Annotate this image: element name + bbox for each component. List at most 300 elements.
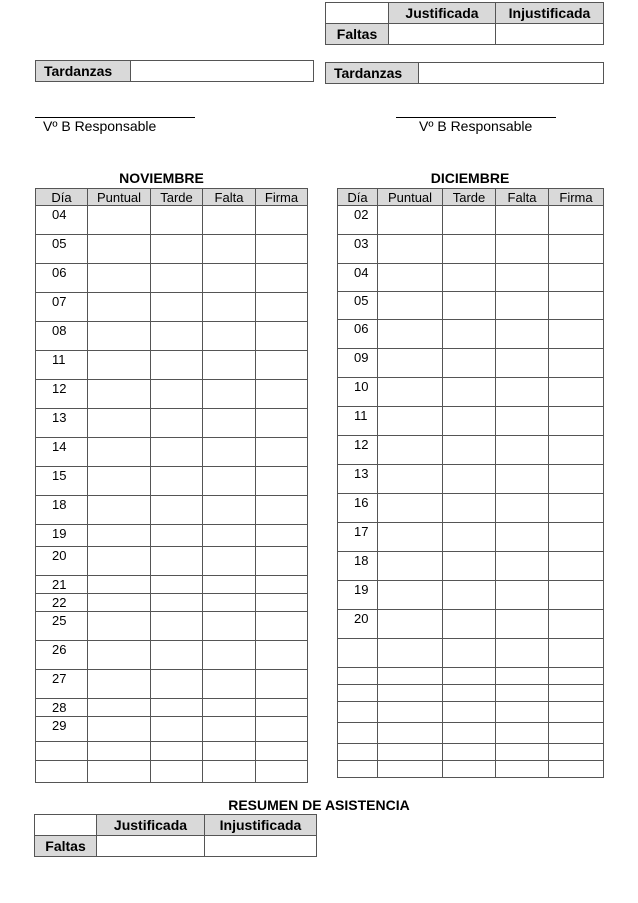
day-cell: 05 <box>36 235 88 264</box>
dic-header-puntual: Puntual <box>378 189 443 206</box>
falta-cell[interactable] <box>496 235 549 264</box>
falta-cell[interactable] <box>496 523 549 552</box>
falta-cell[interactable] <box>203 438 256 467</box>
attendance-row <box>338 552 604 581</box>
falta-cell[interactable] <box>203 594 256 612</box>
puntual-cell[interactable] <box>378 702 443 723</box>
attendance-row <box>36 742 308 761</box>
puntual-cell[interactable] <box>378 465 443 494</box>
attendance-row <box>36 576 308 594</box>
day-cell: 06 <box>36 264 88 293</box>
tardanzas-right-label: Tardanzas <box>326 63 419 84</box>
day-cell: 13 <box>36 409 88 438</box>
signature-label-right: Vº B Responsable <box>419 118 533 134</box>
attendance-row <box>338 235 604 264</box>
attendance-row <box>36 641 308 670</box>
nov-header-dia: Día <box>36 189 88 206</box>
day-cell: 18 <box>338 552 378 581</box>
empty-corner-cell <box>326 3 389 24</box>
puntual-cell[interactable] <box>88 206 151 235</box>
attendance-row <box>36 594 308 612</box>
attendance-row <box>338 761 604 778</box>
firma-cell[interactable] <box>549 523 604 552</box>
falta-cell[interactable] <box>203 467 256 496</box>
tarde-cell[interactable] <box>151 761 203 783</box>
dic-header-falta: Falta <box>496 189 549 206</box>
faltas-justificada-field[interactable] <box>389 24 496 45</box>
resumen-table <box>34 814 317 857</box>
puntual-cell[interactable] <box>88 380 151 409</box>
attendance-row <box>338 264 604 292</box>
puntual-cell[interactable] <box>378 264 443 292</box>
firma-cell[interactable] <box>256 525 308 547</box>
puntual-cell[interactable] <box>378 744 443 761</box>
falta-cell[interactable] <box>496 292 549 320</box>
tarde-cell[interactable] <box>443 349 496 378</box>
attendance-row <box>338 320 604 349</box>
puntual-cell[interactable] <box>88 496 151 525</box>
dic-header-dia: Día <box>338 189 378 206</box>
firma-cell[interactable] <box>256 699 308 717</box>
falta-cell[interactable] <box>203 351 256 380</box>
resumen-faltas-justificada-field[interactable] <box>97 836 205 857</box>
falta-cell[interactable] <box>203 525 256 547</box>
firma-cell[interactable] <box>549 206 604 235</box>
attendance-row <box>36 612 308 641</box>
dic-header-firma: Firma <box>549 189 604 206</box>
dic-header-tarde: Tarde <box>443 189 496 206</box>
firma-cell[interactable] <box>256 761 308 783</box>
signature-label-left: Vº B Responsable <box>43 118 157 134</box>
firma-cell[interactable] <box>549 685 604 702</box>
puntual-cell[interactable] <box>88 699 151 717</box>
firma-cell[interactable] <box>549 407 604 436</box>
tarde-cell[interactable] <box>443 523 496 552</box>
falta-cell[interactable] <box>496 552 549 581</box>
attendance-row <box>36 670 308 699</box>
falta-cell[interactable] <box>203 322 256 351</box>
puntual-cell[interactable] <box>88 351 151 380</box>
falta-cell[interactable] <box>496 378 549 407</box>
firma-cell[interactable] <box>549 436 604 465</box>
firma-cell[interactable] <box>549 723 604 744</box>
noviembre-title: NOVIEMBRE <box>119 170 204 186</box>
puntual-cell[interactable] <box>378 668 443 685</box>
firma-cell[interactable] <box>256 467 308 496</box>
falta-cell[interactable] <box>203 496 256 525</box>
day-cell: 02 <box>338 206 378 235</box>
falta-cell[interactable] <box>203 742 256 761</box>
attendance-row <box>338 685 604 702</box>
day-cell <box>338 668 378 685</box>
tarde-cell[interactable] <box>151 641 203 670</box>
day-cell: 07 <box>36 293 88 322</box>
attendance-row <box>36 547 308 576</box>
puntual-cell[interactable] <box>378 494 443 523</box>
attendance-row <box>338 349 604 378</box>
resumen-justificada-header: Justificada <box>97 815 205 836</box>
resumen-title: RESUMEN DE ASISTENCIA <box>228 797 410 813</box>
firma-cell[interactable] <box>549 639 604 668</box>
tarde-cell[interactable] <box>151 438 203 467</box>
puntual-cell[interactable] <box>378 723 443 744</box>
attendance-row <box>338 407 604 436</box>
tarde-cell[interactable] <box>151 467 203 496</box>
puntual-cell[interactable] <box>88 594 151 612</box>
day-cell: 28 <box>36 699 88 717</box>
firma-cell[interactable] <box>256 594 308 612</box>
puntual-cell[interactable] <box>378 523 443 552</box>
tarde-cell[interactable] <box>443 702 496 723</box>
day-cell: 08 <box>36 322 88 351</box>
firma-cell[interactable] <box>256 235 308 264</box>
puntual-cell[interactable] <box>88 467 151 496</box>
attendance-row <box>338 523 604 552</box>
nov-header-falta: Falta <box>203 189 256 206</box>
tardanzas-right-table <box>325 62 604 84</box>
day-cell <box>338 639 378 668</box>
firma-cell[interactable] <box>256 322 308 351</box>
firma-cell[interactable] <box>256 438 308 467</box>
puntual-cell[interactable] <box>378 610 443 639</box>
tarde-cell[interactable] <box>151 380 203 409</box>
tarde-cell[interactable] <box>151 293 203 322</box>
day-cell: 19 <box>338 581 378 610</box>
firma-cell[interactable] <box>256 351 308 380</box>
tarde-cell[interactable] <box>151 742 203 761</box>
puntual-cell[interactable] <box>88 612 151 641</box>
falta-cell[interactable] <box>496 436 549 465</box>
puntual-cell[interactable] <box>88 670 151 699</box>
day-cell: 18 <box>36 496 88 525</box>
tardanzas-left-field[interactable] <box>131 61 314 82</box>
day-cell: 11 <box>36 351 88 380</box>
firma-cell[interactable] <box>549 465 604 494</box>
tarde-cell[interactable] <box>443 436 496 465</box>
day-cell: 20 <box>36 547 88 576</box>
day-cell: 19 <box>36 525 88 547</box>
day-cell: 04 <box>338 264 378 292</box>
puntual-cell[interactable] <box>88 409 151 438</box>
nov-header-firma: Firma <box>256 189 308 206</box>
attendance-row <box>36 206 308 235</box>
falta-cell[interactable] <box>496 494 549 523</box>
day-cell: 12 <box>36 380 88 409</box>
day-cell: 17 <box>338 523 378 552</box>
day-cell <box>36 761 88 783</box>
attendance-row <box>36 322 308 351</box>
tarde-cell[interactable] <box>151 547 203 576</box>
falta-cell[interactable] <box>496 465 549 494</box>
day-cell: 21 <box>36 576 88 594</box>
firma-cell[interactable] <box>256 641 308 670</box>
falta-cell[interactable] <box>496 744 549 761</box>
day-cell: 09 <box>338 349 378 378</box>
firma-cell[interactable] <box>549 702 604 723</box>
puntual-cell[interactable] <box>88 264 151 293</box>
day-cell: 12 <box>338 436 378 465</box>
attendance-row <box>338 723 604 744</box>
day-cell <box>338 723 378 744</box>
puntual-cell[interactable] <box>378 206 443 235</box>
day-cell: 20 <box>338 610 378 639</box>
tarde-cell[interactable] <box>151 496 203 525</box>
tarde-cell[interactable] <box>151 670 203 699</box>
falta-cell[interactable] <box>203 612 256 641</box>
firma-cell[interactable] <box>256 717 308 742</box>
resumen-empty-corner <box>35 815 97 836</box>
puntual-cell[interactable] <box>88 717 151 742</box>
tarde-cell[interactable] <box>443 639 496 668</box>
day-cell <box>338 685 378 702</box>
firma-cell[interactable] <box>549 552 604 581</box>
firma-cell[interactable] <box>549 292 604 320</box>
falta-cell[interactable] <box>203 761 256 783</box>
day-cell: 15 <box>36 467 88 496</box>
falta-cell[interactable] <box>496 349 549 378</box>
firma-cell[interactable] <box>256 742 308 761</box>
attendance-row <box>338 744 604 761</box>
firma-cell[interactable] <box>549 761 604 778</box>
attendance-row <box>36 699 308 717</box>
falta-cell[interactable] <box>496 761 549 778</box>
attendance-row <box>338 702 604 723</box>
falta-cell[interactable] <box>496 702 549 723</box>
falta-cell[interactable] <box>496 668 549 685</box>
tarde-cell[interactable] <box>443 552 496 581</box>
day-cell: 22 <box>36 594 88 612</box>
tarde-cell[interactable] <box>443 206 496 235</box>
tarde-cell[interactable] <box>443 235 496 264</box>
tarde-cell[interactable] <box>443 292 496 320</box>
falta-cell[interactable] <box>496 206 549 235</box>
day-cell: 10 <box>338 378 378 407</box>
attendance-row <box>338 378 604 407</box>
puntual-cell[interactable] <box>88 547 151 576</box>
firma-cell[interactable] <box>549 320 604 349</box>
tarde-cell[interactable] <box>151 322 203 351</box>
attendance-row <box>338 639 604 668</box>
puntual-cell[interactable] <box>378 761 443 778</box>
firma-cell[interactable] <box>256 264 308 293</box>
tarde-cell[interactable] <box>151 699 203 717</box>
puntual-cell[interactable] <box>378 436 443 465</box>
tardanzas-right-field[interactable] <box>419 63 604 84</box>
day-cell: 27 <box>36 670 88 699</box>
resumen-faltas-injustificada-field[interactable] <box>205 836 317 857</box>
tarde-cell[interactable] <box>151 409 203 438</box>
attendance-row <box>338 206 604 235</box>
falta-cell[interactable] <box>203 547 256 576</box>
attendance-row <box>36 761 308 783</box>
attendance-row <box>36 380 308 409</box>
firma-cell[interactable] <box>549 581 604 610</box>
puntual-cell[interactable] <box>378 552 443 581</box>
attendance-row <box>36 293 308 322</box>
day-cell <box>338 761 378 778</box>
tarde-cell[interactable] <box>151 206 203 235</box>
diciembre-attendance-table <box>337 188 604 778</box>
falta-cell[interactable] <box>496 639 549 668</box>
firma-cell[interactable] <box>549 378 604 407</box>
firma-cell[interactable] <box>549 744 604 761</box>
puntual-cell[interactable] <box>88 438 151 467</box>
falta-cell[interactable] <box>496 581 549 610</box>
falta-cell[interactable] <box>496 320 549 349</box>
attendance-row <box>36 525 308 547</box>
attendance-row <box>36 717 308 742</box>
day-cell: 05 <box>338 292 378 320</box>
attendance-row <box>338 292 604 320</box>
puntual-cell[interactable] <box>378 378 443 407</box>
faltas-injustificada-field[interactable] <box>496 24 604 45</box>
firma-cell[interactable] <box>549 349 604 378</box>
puntual-cell[interactable] <box>88 641 151 670</box>
tarde-cell[interactable] <box>443 668 496 685</box>
tardanzas-left-table <box>35 60 314 82</box>
tarde-cell[interactable] <box>151 351 203 380</box>
puntual-cell[interactable] <box>88 293 151 322</box>
tarde-cell[interactable] <box>151 235 203 264</box>
puntual-cell[interactable] <box>88 761 151 783</box>
tarde-cell[interactable] <box>443 264 496 292</box>
firma-cell[interactable] <box>549 610 604 639</box>
faltas-label: Faltas <box>326 24 389 45</box>
attendance-row <box>36 467 308 496</box>
day-cell <box>338 744 378 761</box>
firma-cell[interactable] <box>256 380 308 409</box>
tarde-cell[interactable] <box>443 610 496 639</box>
attendance-row <box>36 235 308 264</box>
day-cell: 25 <box>36 612 88 641</box>
tarde-cell[interactable] <box>443 378 496 407</box>
falta-cell[interactable] <box>203 699 256 717</box>
puntual-cell[interactable] <box>378 639 443 668</box>
tarde-cell[interactable] <box>151 612 203 641</box>
falta-cell[interactable] <box>496 610 549 639</box>
firma-cell[interactable] <box>256 612 308 641</box>
day-cell: 04 <box>36 206 88 235</box>
day-cell: 11 <box>338 407 378 436</box>
puntual-cell[interactable] <box>88 322 151 351</box>
falta-cell[interactable] <box>203 293 256 322</box>
diciembre-title: DICIEMBRE <box>430 170 510 186</box>
day-cell: 03 <box>338 235 378 264</box>
justificada-header: Justificada <box>389 3 496 24</box>
puntual-cell[interactable] <box>88 235 151 264</box>
puntual-cell[interactable] <box>378 685 443 702</box>
puntual-cell[interactable] <box>378 581 443 610</box>
day-cell <box>338 702 378 723</box>
firma-cell[interactable] <box>549 264 604 292</box>
falta-cell[interactable] <box>496 264 549 292</box>
attendance-row <box>338 668 604 685</box>
firma-cell[interactable] <box>256 670 308 699</box>
tarde-cell[interactable] <box>151 264 203 293</box>
attendance-row <box>36 409 308 438</box>
falta-cell[interactable] <box>203 380 256 409</box>
tarde-cell[interactable] <box>443 407 496 436</box>
tarde-cell[interactable] <box>443 761 496 778</box>
firma-cell[interactable] <box>256 547 308 576</box>
attendance-row <box>338 494 604 523</box>
resumen-injustificada-header: Injustificada <box>205 815 317 836</box>
tarde-cell[interactable] <box>443 744 496 761</box>
puntual-cell[interactable] <box>378 407 443 436</box>
firma-cell[interactable] <box>549 235 604 264</box>
tarde-cell[interactable] <box>151 576 203 594</box>
falta-cell[interactable] <box>496 407 549 436</box>
tarde-cell[interactable] <box>443 465 496 494</box>
tarde-cell[interactable] <box>151 525 203 547</box>
tarde-cell[interactable] <box>443 581 496 610</box>
tarde-cell[interactable] <box>443 685 496 702</box>
day-cell <box>36 742 88 761</box>
falta-cell[interactable] <box>203 717 256 742</box>
falta-cell[interactable] <box>203 641 256 670</box>
attendance-row <box>338 436 604 465</box>
tarde-cell[interactable] <box>443 494 496 523</box>
falta-cell[interactable] <box>203 264 256 293</box>
attendance-row <box>36 264 308 293</box>
firma-cell[interactable] <box>256 293 308 322</box>
puntual-cell[interactable] <box>88 742 151 761</box>
attendance-row <box>36 438 308 467</box>
attendance-row <box>36 496 308 525</box>
falta-cell[interactable] <box>203 670 256 699</box>
falta-cell[interactable] <box>496 723 549 744</box>
falta-cell[interactable] <box>203 235 256 264</box>
day-cell: 14 <box>36 438 88 467</box>
firma-cell[interactable] <box>256 576 308 594</box>
noviembre-attendance-table <box>35 188 308 783</box>
firma-cell[interactable] <box>256 409 308 438</box>
puntual-cell[interactable] <box>88 525 151 547</box>
nov-header-tarde: Tarde <box>151 189 203 206</box>
resumen-faltas-label: Faltas <box>35 836 97 857</box>
tarde-cell[interactable] <box>443 320 496 349</box>
falta-cell[interactable] <box>203 206 256 235</box>
puntual-cell[interactable] <box>378 320 443 349</box>
falta-cell[interactable] <box>203 409 256 438</box>
puntual-cell[interactable] <box>88 576 151 594</box>
injustificada-header: Injustificada <box>496 3 604 24</box>
top-summary-table <box>325 2 604 45</box>
attendance-row <box>338 610 604 639</box>
firma-cell[interactable] <box>549 494 604 523</box>
day-cell: 06 <box>338 320 378 349</box>
nov-header-puntual: Puntual <box>88 189 151 206</box>
firma-cell[interactable] <box>256 206 308 235</box>
tarde-cell[interactable] <box>151 594 203 612</box>
falta-cell[interactable] <box>496 685 549 702</box>
puntual-cell[interactable] <box>378 292 443 320</box>
attendance-row <box>36 351 308 380</box>
firma-cell[interactable] <box>256 496 308 525</box>
day-cell: 16 <box>338 494 378 523</box>
firma-cell[interactable] <box>549 668 604 685</box>
day-cell: 26 <box>36 641 88 670</box>
attendance-row <box>338 581 604 610</box>
falta-cell[interactable] <box>203 576 256 594</box>
puntual-cell[interactable] <box>378 235 443 264</box>
day-cell: 29 <box>36 717 88 742</box>
tardanzas-left-label: Tardanzas <box>36 61 131 82</box>
puntual-cell[interactable] <box>378 349 443 378</box>
tarde-cell[interactable] <box>443 723 496 744</box>
tarde-cell[interactable] <box>151 717 203 742</box>
attendance-row <box>338 465 604 494</box>
